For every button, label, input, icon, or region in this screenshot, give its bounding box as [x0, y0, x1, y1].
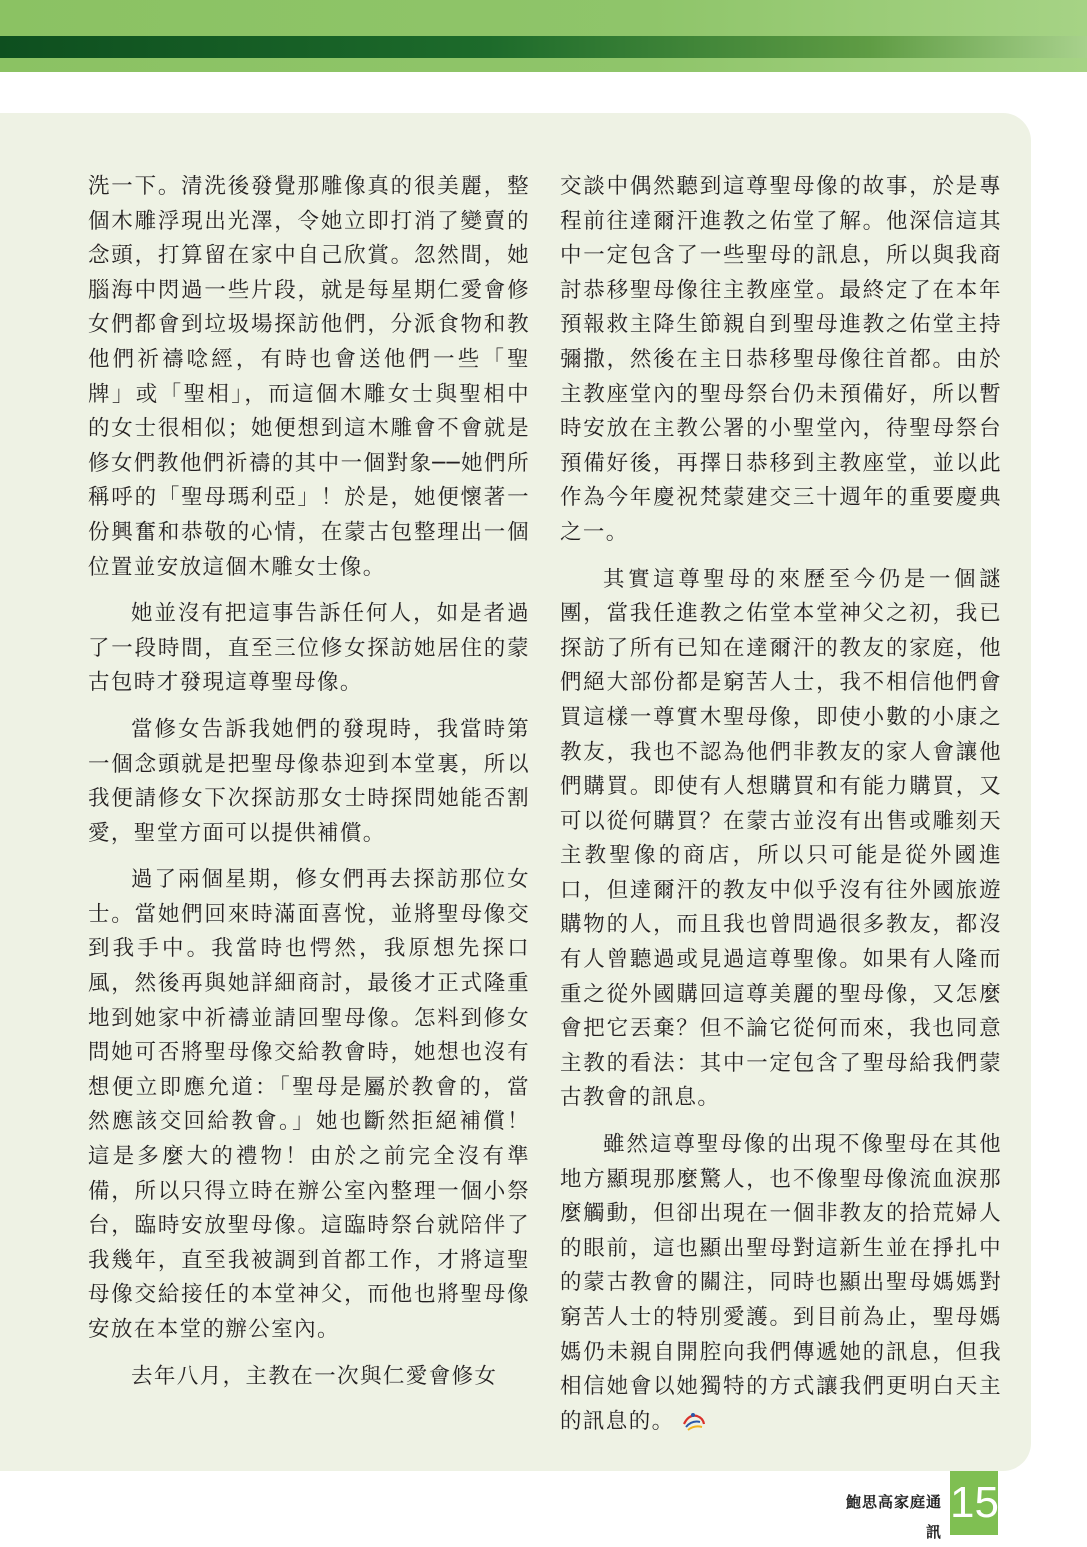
salesian-logo-icon: [681, 1410, 707, 1432]
left-paragraph-3: 當修女告訴我她們的發現時，我當時第一個念頭就是把聖母像恭迎到本堂裏，所以我便請修女下次探訪那女士時探問她能否割愛，聖堂方面可以提供補償。: [88, 716, 530, 846]
left-column: [88, 170, 530, 1406]
right-paragraph-1: 交談中偶然聽到這尊聖母像的故事，於是專程前往達爾汗進教之佑堂了解。他深信這其中一定包含了一些聖母的訊息，所以與我商討恭移聖母像往主教座堂。最終定了在本年預報救主降生節親自到聖母進教之佑堂主持彌撒，然後在主日恭移聖母像往首都。由於主教座堂內的聖母祭台仍未預備好，所以暫時安放在主教公署的小聖堂內，待聖母祭台預備好後，再擇日恭移到主教座堂，並以此作為今年慶祝梵蒙建交三十週年的重要慶典之一。: [560, 174, 1002, 545]
page-number: 15: [950, 1471, 998, 1535]
right-paragraph-3-text: 雖然這尊聖母像的出現不像聖母在其他地方顯現那麼驚人，也不像聖母像流血淚那麼觸動，但卻出現在一個非教友的拾荒婦人的眼前，這也顯出聖母對這新生並在掙扎中的蒙古教會的關注，同時也顯出聖母媽媽對窮苦人士的特別愛護。到目前為止，聖母媽媽仍未親自開腔向我們傳遞她的訊息，但我相信她會以她獨特的方式讓我們更明白天主的訊息的。: [560, 1132, 1002, 1434]
right-paragraph-3: [560, 1128, 1002, 1439]
publication-title: 鮑思高家庭通訊: [845, 1493, 942, 1541]
left-paragraph-4: 過了兩個星期，修女們再去探訪那位女士。當她們回來時滿面喜悅，並將聖母像交到我手中。我當時也愕然，我原想先探口風，然後再與她詳細商討，最後才正式隆重地到她家中祈禱並請回聖母像。怎料到修女問她可否將聖母像交給教會時，她想也沒有想便立即應允道：「聖母是屬於教會的，當然應該交回給教會。」她也斷然拒絕補償！這是多麼大的禮物！由於之前完全沒有準備，所以只得立時在辦公室內整理一個小祭台，臨時安放聖母像。這臨時祭台就陪伴了我幾年，直至我被調到首都工作，才將這聖母像交給接任的本堂神父，而他也將聖母像安放在本堂的辦公室內。: [88, 867, 530, 1342]
header-stripe: [0, 36, 1087, 58]
right-paragraph-2: 其實這尊聖母的來歷至今仍是一個謎團，當我任進教之佑堂本堂神父之初，我已探訪了所有已知在達爾汗的教友的家庭，他們絕大部份都是窮苦人士，我不相信他們會買這樣一尊實木聖母像，即使小數的小康之教友，我也不認為他們非教友的家人會讓他們購買。即使有人想購買和有能力購買，又可以從何購買？在蒙古並沒有出售或雕刻天主教聖像的商店，所以只可能是從外國進口，但達爾汗的教友中似乎沒有往外國旅遊購物的人，而且我也曾問過很多教友，都沒有人曾聽過或見過這尊聖像。如果有人隆而重之從外國購回這尊美麗的聖母像，又怎麼會把它丟棄？但不論它從何而來，我也同意主教的看法：其中一定包含了聖母給我們蒙古教會的訊息。: [560, 566, 1002, 1111]
left-paragraph-5: 去年八月，主教在一次與仁愛會修女: [131, 1363, 498, 1389]
left-paragraph-1: 洗一下。清洗後發覺那雕像真的很美麗，整個木雕浮現出光澤，令她立即打消了變賣的念頭，打算留在家中自己欣賞。忽然間，她腦海中閃過一些片段，就是每星期仁愛會修女們都會到垃圾場探訪他們，分派食物和教他們祈禱唸經，有時也會送他們一些「聖牌」或「聖相」，而這個木雕女士與聖相中的女士很相似；她便想到這木雕會不會就是修女們教他們祈禱的其中一個對象──她們所稱呼的「聖母瑪利亞」！於是，她便懷著一份興奮和恭敬的心情，在蒙古包整理出一個位置並安放這個木雕女士像。: [88, 174, 530, 580]
left-paragraph-2: 她並沒有把這事告訴任何人，如是者過了一段時間，直至三位修女探訪她居住的蒙古包時才發現這尊聖母像。: [88, 601, 530, 696]
right-column: [560, 170, 1002, 1451]
